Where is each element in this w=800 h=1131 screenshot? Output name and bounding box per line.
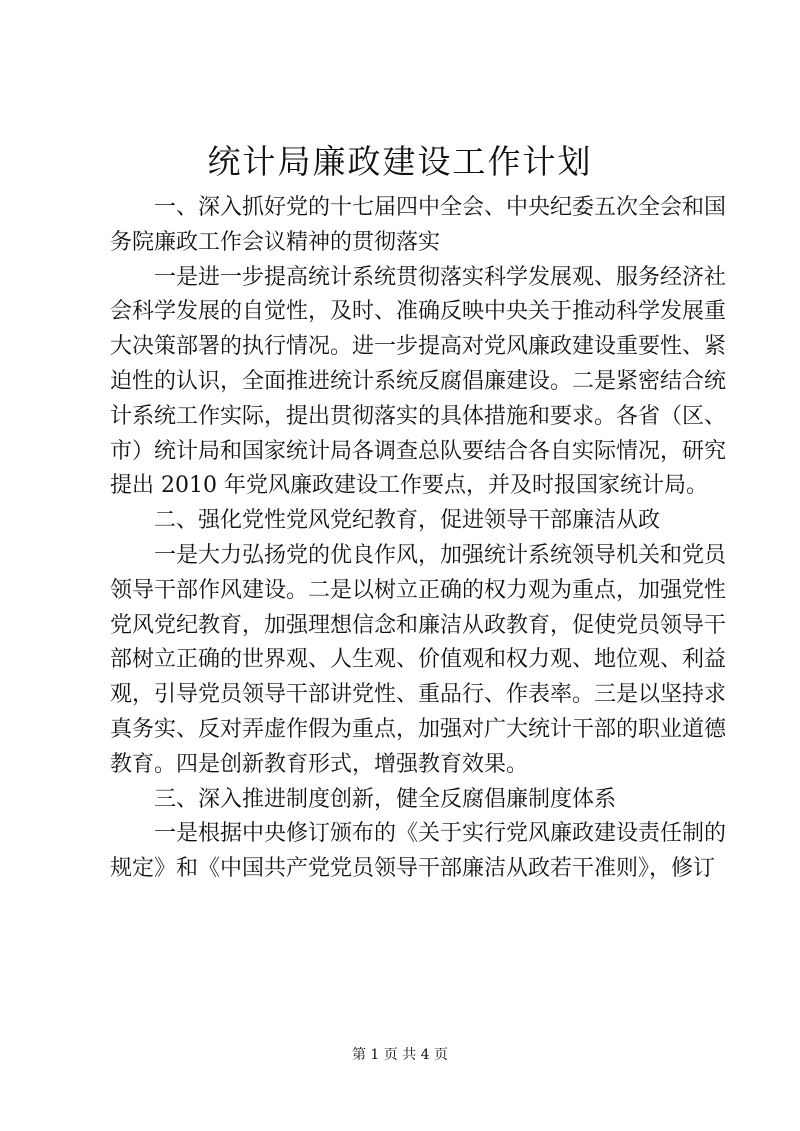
paragraph-line: 教育。四是创新教育形式，增强教育效果。 xyxy=(110,751,529,777)
paragraph-line: 部树立正确的世界观、人生观、价值观和权力观、地位观、利益 xyxy=(110,647,727,673)
paragraph-line: 提出 2010 年党风廉政建设工作要点，并及时报国家统计局。 xyxy=(110,473,708,499)
paragraph-line: 党风党纪教育，加强理想信念和廉洁从政教育，促使党员领导干 xyxy=(110,612,727,638)
paragraph-line: 迫性的认识，全面推进统计系统反腐倡廉建设。二是紧密结合统 xyxy=(110,368,727,394)
paragraph-line: 真务实、反对弄虚作假为重点，加强对广大统计干部的职业道德 xyxy=(110,716,727,742)
paragraph-line: 市）统计局和国家统计局各调查总队要结合各自实际情况，研究 xyxy=(110,438,727,464)
paragraph-line: 一是根据中央修订颁布的《关于实行党风廉政建设责任制的 xyxy=(154,821,727,847)
document-body xyxy=(110,191,727,887)
document-title: 统计局廉政建设工作计划 xyxy=(207,142,593,181)
paragraph-line: 一是大力弘扬党的优良作风，加强统计系统领导机关和党员 xyxy=(154,542,727,568)
paragraph-line: 一是进一步提高统计系统贯彻落实科学发展观、服务经济社 xyxy=(154,264,727,290)
page-number-footer: 第 1 页 共 4 页 xyxy=(351,1047,449,1063)
paragraph-line: 大决策部署的执行情况。进一步提高对党风廉政建设重要性、紧 xyxy=(110,334,727,360)
paragraph-line: 领导干部作风建设。二是以树立正确的权力观为重点，加强党性 xyxy=(110,577,727,603)
heading-section-1-line-1: 一、深入抓好党的十七届四中全会、中央纪委五次全会和国 xyxy=(154,195,727,220)
heading-section-1-line-2: 务院廉政工作会议精神的贯彻落实 xyxy=(110,229,441,255)
heading-section-3: 三、深入推进制度创新，健全反腐倡廉制度体系 xyxy=(154,786,617,812)
heading-section-2: 二、强化党性党风党纪教育，促进领导干部廉洁从政 xyxy=(154,508,661,534)
paragraph-line: 观，引导党员领导干部讲党性、重品行、作表率。三是以坚持求 xyxy=(110,682,727,708)
paragraph-line: 计系统工作实际，提出贯彻落实的具体措施和要求。各省（区、 xyxy=(110,403,727,429)
paragraph-line: 规定》和《中国共产党党员领导干部廉洁从政若干准则》，修订 xyxy=(110,856,716,882)
paragraph-line: 会科学发展的自觉性，及时、准确反映中央关于推动科学发展重 xyxy=(110,299,727,325)
